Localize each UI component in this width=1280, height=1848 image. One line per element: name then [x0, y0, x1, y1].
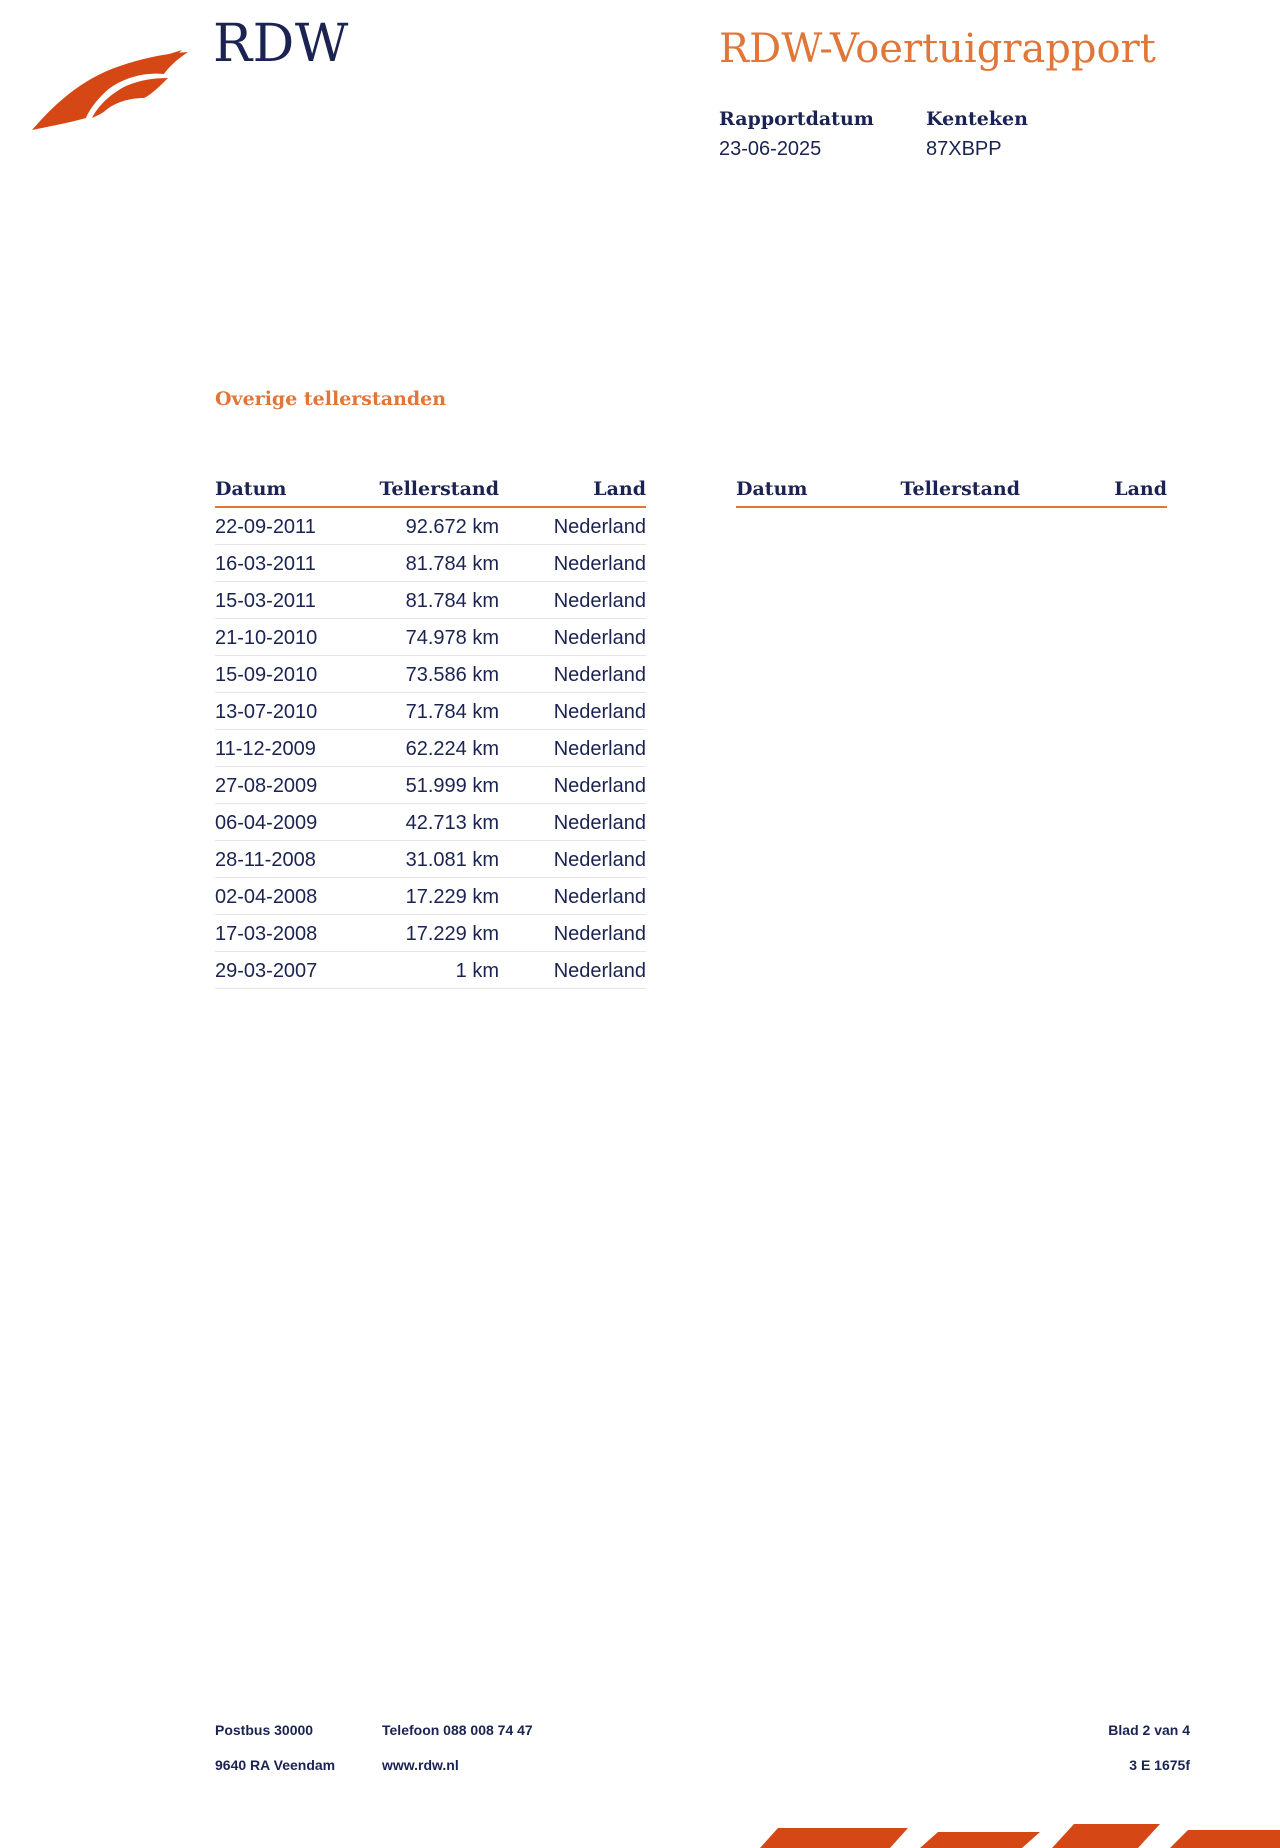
cell-datum: 17-03-2008: [215, 923, 318, 945]
table-row: [215, 915, 646, 952]
table-row: [215, 619, 646, 656]
table-header: [736, 478, 1167, 508]
cell-land: Nederland: [553, 849, 646, 871]
cell-land: Nederland: [553, 664, 646, 686]
cell-land: Nederland: [553, 886, 646, 908]
cell-tellerstand: 74.978 km: [405, 627, 499, 649]
column-header-land: Land: [593, 478, 646, 500]
cell-land: Nederland: [553, 590, 646, 612]
table-row: [215, 841, 646, 878]
footer-website[interactable]: www.rdw.nl: [382, 1757, 459, 1773]
cell-tellerstand: 92.672 km: [405, 516, 499, 538]
cell-tellerstand: 1 km: [455, 960, 499, 982]
table-row: [215, 952, 646, 989]
license-plate-value: 87XBPP: [926, 138, 1002, 160]
cell-datum: 21-10-2010: [215, 627, 318, 649]
cell-land: Nederland: [553, 738, 646, 760]
logo-text: RDW: [213, 14, 349, 74]
cell-tellerstand: 51.999 km: [405, 775, 499, 797]
column-header-tellerstand: Tellerstand: [379, 478, 499, 500]
cell-datum: 29-03-2007: [215, 960, 318, 982]
cell-land: Nederland: [553, 627, 646, 649]
footer-phone: Telefoon 088 008 74 47: [382, 1722, 533, 1738]
footer-address-line1: Postbus 30000: [215, 1722, 314, 1738]
table-row: [215, 693, 646, 730]
footer-page-number: Blad 2 van 4: [1108, 1722, 1190, 1738]
cell-tellerstand: 62.224 km: [405, 738, 499, 760]
cell-datum: 15-03-2011: [215, 590, 316, 612]
table-row: [215, 730, 646, 767]
cell-land: Nederland: [553, 553, 646, 575]
cell-tellerstand: 81.784 km: [405, 590, 499, 612]
section-title: Overige tellerstanden: [215, 388, 447, 410]
table-row: [215, 545, 646, 582]
cell-land: Nederland: [553, 701, 646, 723]
cell-land: Nederland: [553, 923, 646, 945]
cell-datum: 13-07-2010: [215, 701, 318, 723]
cell-land: Nederland: [553, 775, 646, 797]
cell-tellerstand: 17.229 km: [405, 886, 499, 908]
column-header-datum: Datum: [736, 478, 808, 500]
column-header-land: Land: [1114, 478, 1167, 500]
cell-datum: 11-12-2009: [215, 738, 316, 760]
rdw-logo-icon: [30, 48, 190, 134]
table-row: [215, 804, 646, 841]
column-header-tellerstand: Tellerstand: [900, 478, 1020, 500]
report-date-label: Rapportdatum: [719, 108, 874, 130]
cell-tellerstand: 42.713 km: [405, 812, 499, 834]
cell-tellerstand: 73.586 km: [405, 664, 499, 686]
cell-datum: 06-04-2009: [215, 812, 318, 834]
cell-datum: 27-08-2009: [215, 775, 318, 797]
table-header: [215, 478, 646, 508]
table-body: [215, 508, 646, 989]
cell-tellerstand: 71.784 km: [405, 701, 499, 723]
column-header-datum: Datum: [215, 478, 287, 500]
table-row: [215, 508, 646, 545]
license-plate-label: Kenteken: [926, 108, 1028, 130]
cell-datum: 22-09-2011: [215, 516, 316, 538]
cell-land: Nederland: [553, 516, 646, 538]
cell-tellerstand: 81.784 km: [405, 553, 499, 575]
cell-datum: 15-09-2010: [215, 664, 318, 686]
cell-datum: 16-03-2011: [215, 553, 316, 575]
cell-land: Nederland: [553, 812, 646, 834]
table-row: [215, 582, 646, 619]
odometer-table-left: [215, 478, 646, 989]
cell-tellerstand: 31.081 km: [405, 849, 499, 871]
footer-code: 3 E 1675f: [1129, 1757, 1190, 1773]
report-title: RDW-Voertuigrapport: [719, 26, 1156, 72]
table-row: [215, 656, 646, 693]
cell-land: Nederland: [553, 960, 646, 982]
table-row: [215, 767, 646, 804]
footer-address-line2: 9640 RA Veendam: [215, 1757, 336, 1773]
odometer-table-right: [736, 478, 1167, 508]
cell-tellerstand: 17.229 km: [405, 923, 499, 945]
table-row: [215, 878, 646, 915]
cell-datum: 28-11-2008: [215, 849, 316, 871]
decorative-stripes: [740, 1822, 1280, 1848]
cell-datum: 02-04-2008: [215, 886, 318, 908]
report-date-value: 23-06-2025: [719, 138, 822, 160]
